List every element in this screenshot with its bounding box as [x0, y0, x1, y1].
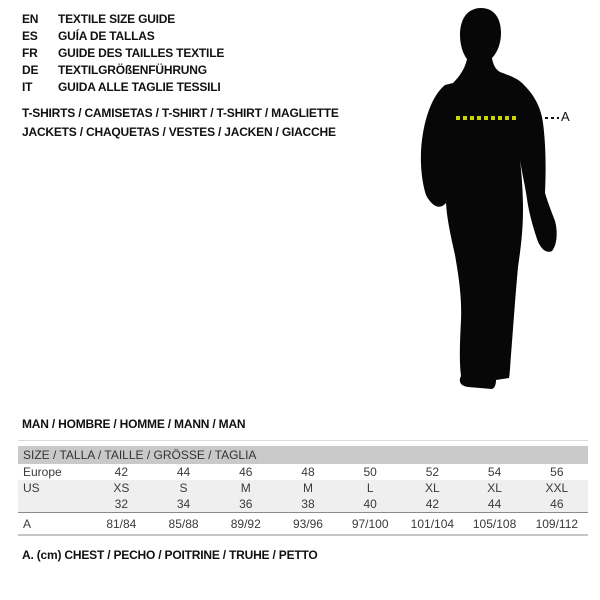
- language-row: [22, 61, 224, 78]
- size-cell: 105/108: [463, 513, 525, 536]
- size-cell: 56: [550, 465, 564, 479]
- size-cell: 97/100: [339, 513, 401, 536]
- size-cell: 89/92: [215, 513, 277, 536]
- size-cell: 34: [152, 496, 214, 513]
- man-silhouette-shape: [421, 8, 557, 389]
- size-cell: 54: [487, 465, 502, 479]
- size-cell: 40: [339, 496, 401, 513]
- garment-line-tshirts: T-SHIRTS / CAMISETAS / T-SHIRT / T-SHIRT / MAGLIETTE: [22, 106, 339, 120]
- size-table-section: [18, 440, 588, 536]
- garment-line-jackets: JACKETS / CHAQUETAS / VESTES / JACKEN / GIACCHE: [22, 125, 336, 139]
- size-cell: 109/112: [526, 513, 588, 536]
- language-row: [22, 27, 224, 44]
- size-cell: S: [152, 480, 214, 496]
- language-title: GUÍA DE TALLAS: [58, 28, 155, 43]
- language-row: [22, 10, 224, 27]
- size-table-header-row: [18, 446, 588, 464]
- size-cell: 42: [401, 496, 463, 513]
- man-silhouette-figure: [415, 5, 595, 395]
- garment-types: [22, 104, 339, 142]
- language-code: FR: [22, 45, 38, 60]
- size-cell: L: [339, 480, 401, 496]
- language-code: EN: [22, 11, 39, 26]
- size-cell: M: [277, 480, 339, 496]
- table-row-chest-a: [18, 513, 588, 536]
- chest-measure-label: A: [561, 109, 570, 124]
- size-cell: 81/84: [90, 513, 152, 536]
- table-row-us: [18, 480, 588, 496]
- size-cell: 38: [277, 496, 339, 513]
- size-cell: XL: [463, 480, 525, 496]
- row-label: US: [18, 480, 90, 496]
- man-silhouette-icon: [415, 5, 575, 395]
- language-title: TEXTILE SIZE GUIDE: [58, 11, 176, 26]
- size-cell: 101/104: [401, 513, 463, 536]
- size-cell: 93/96: [277, 513, 339, 536]
- section-title-man: MAN / HOMBRE / HOMME / MANN / MAN: [22, 417, 246, 431]
- language-code: DE: [22, 62, 39, 77]
- size-cell: 48: [301, 465, 315, 479]
- size-cell: 46: [526, 496, 588, 513]
- size-cell: XS: [90, 480, 152, 496]
- size-cell: 36: [215, 496, 277, 513]
- size-cell: 50: [363, 465, 377, 479]
- language-row: [22, 78, 224, 95]
- size-table-header: SIZE / TALLA / TAILLE / GRÖSSE / TAGLIA: [18, 446, 588, 464]
- row-label: Europe: [23, 465, 62, 479]
- language-code: IT: [22, 79, 33, 94]
- table-row-europe: [18, 464, 588, 480]
- size-cell: M: [215, 480, 277, 496]
- language-title: GUIDA ALLE TAGLIE TESSILI: [58, 79, 221, 94]
- size-cell: 52: [425, 465, 440, 479]
- size-cell: 32: [90, 496, 152, 513]
- language-row: [22, 44, 224, 61]
- table-row-numeric: [18, 496, 588, 513]
- language-code: ES: [22, 28, 38, 43]
- size-table: [18, 446, 588, 536]
- size-cell: 44: [463, 496, 525, 513]
- language-list: [22, 10, 224, 95]
- size-cell: 46: [239, 465, 253, 479]
- row-label: [18, 496, 90, 513]
- size-cell: 85/88: [152, 513, 214, 536]
- measurement-footnote: A. (cm) CHEST / PECHO / POITRINE / TRUHE / PETTO: [22, 548, 318, 562]
- language-title: TEXTILGRÖßENFÜHRUNG: [58, 62, 207, 77]
- size-cell: XXL: [526, 480, 588, 496]
- row-label: A: [18, 513, 90, 536]
- size-cell: 44: [176, 465, 191, 479]
- language-title: GUIDE DES TAILLES TEXTILE: [58, 45, 225, 60]
- size-cell: 42: [114, 465, 129, 479]
- size-cell: XL: [401, 480, 463, 496]
